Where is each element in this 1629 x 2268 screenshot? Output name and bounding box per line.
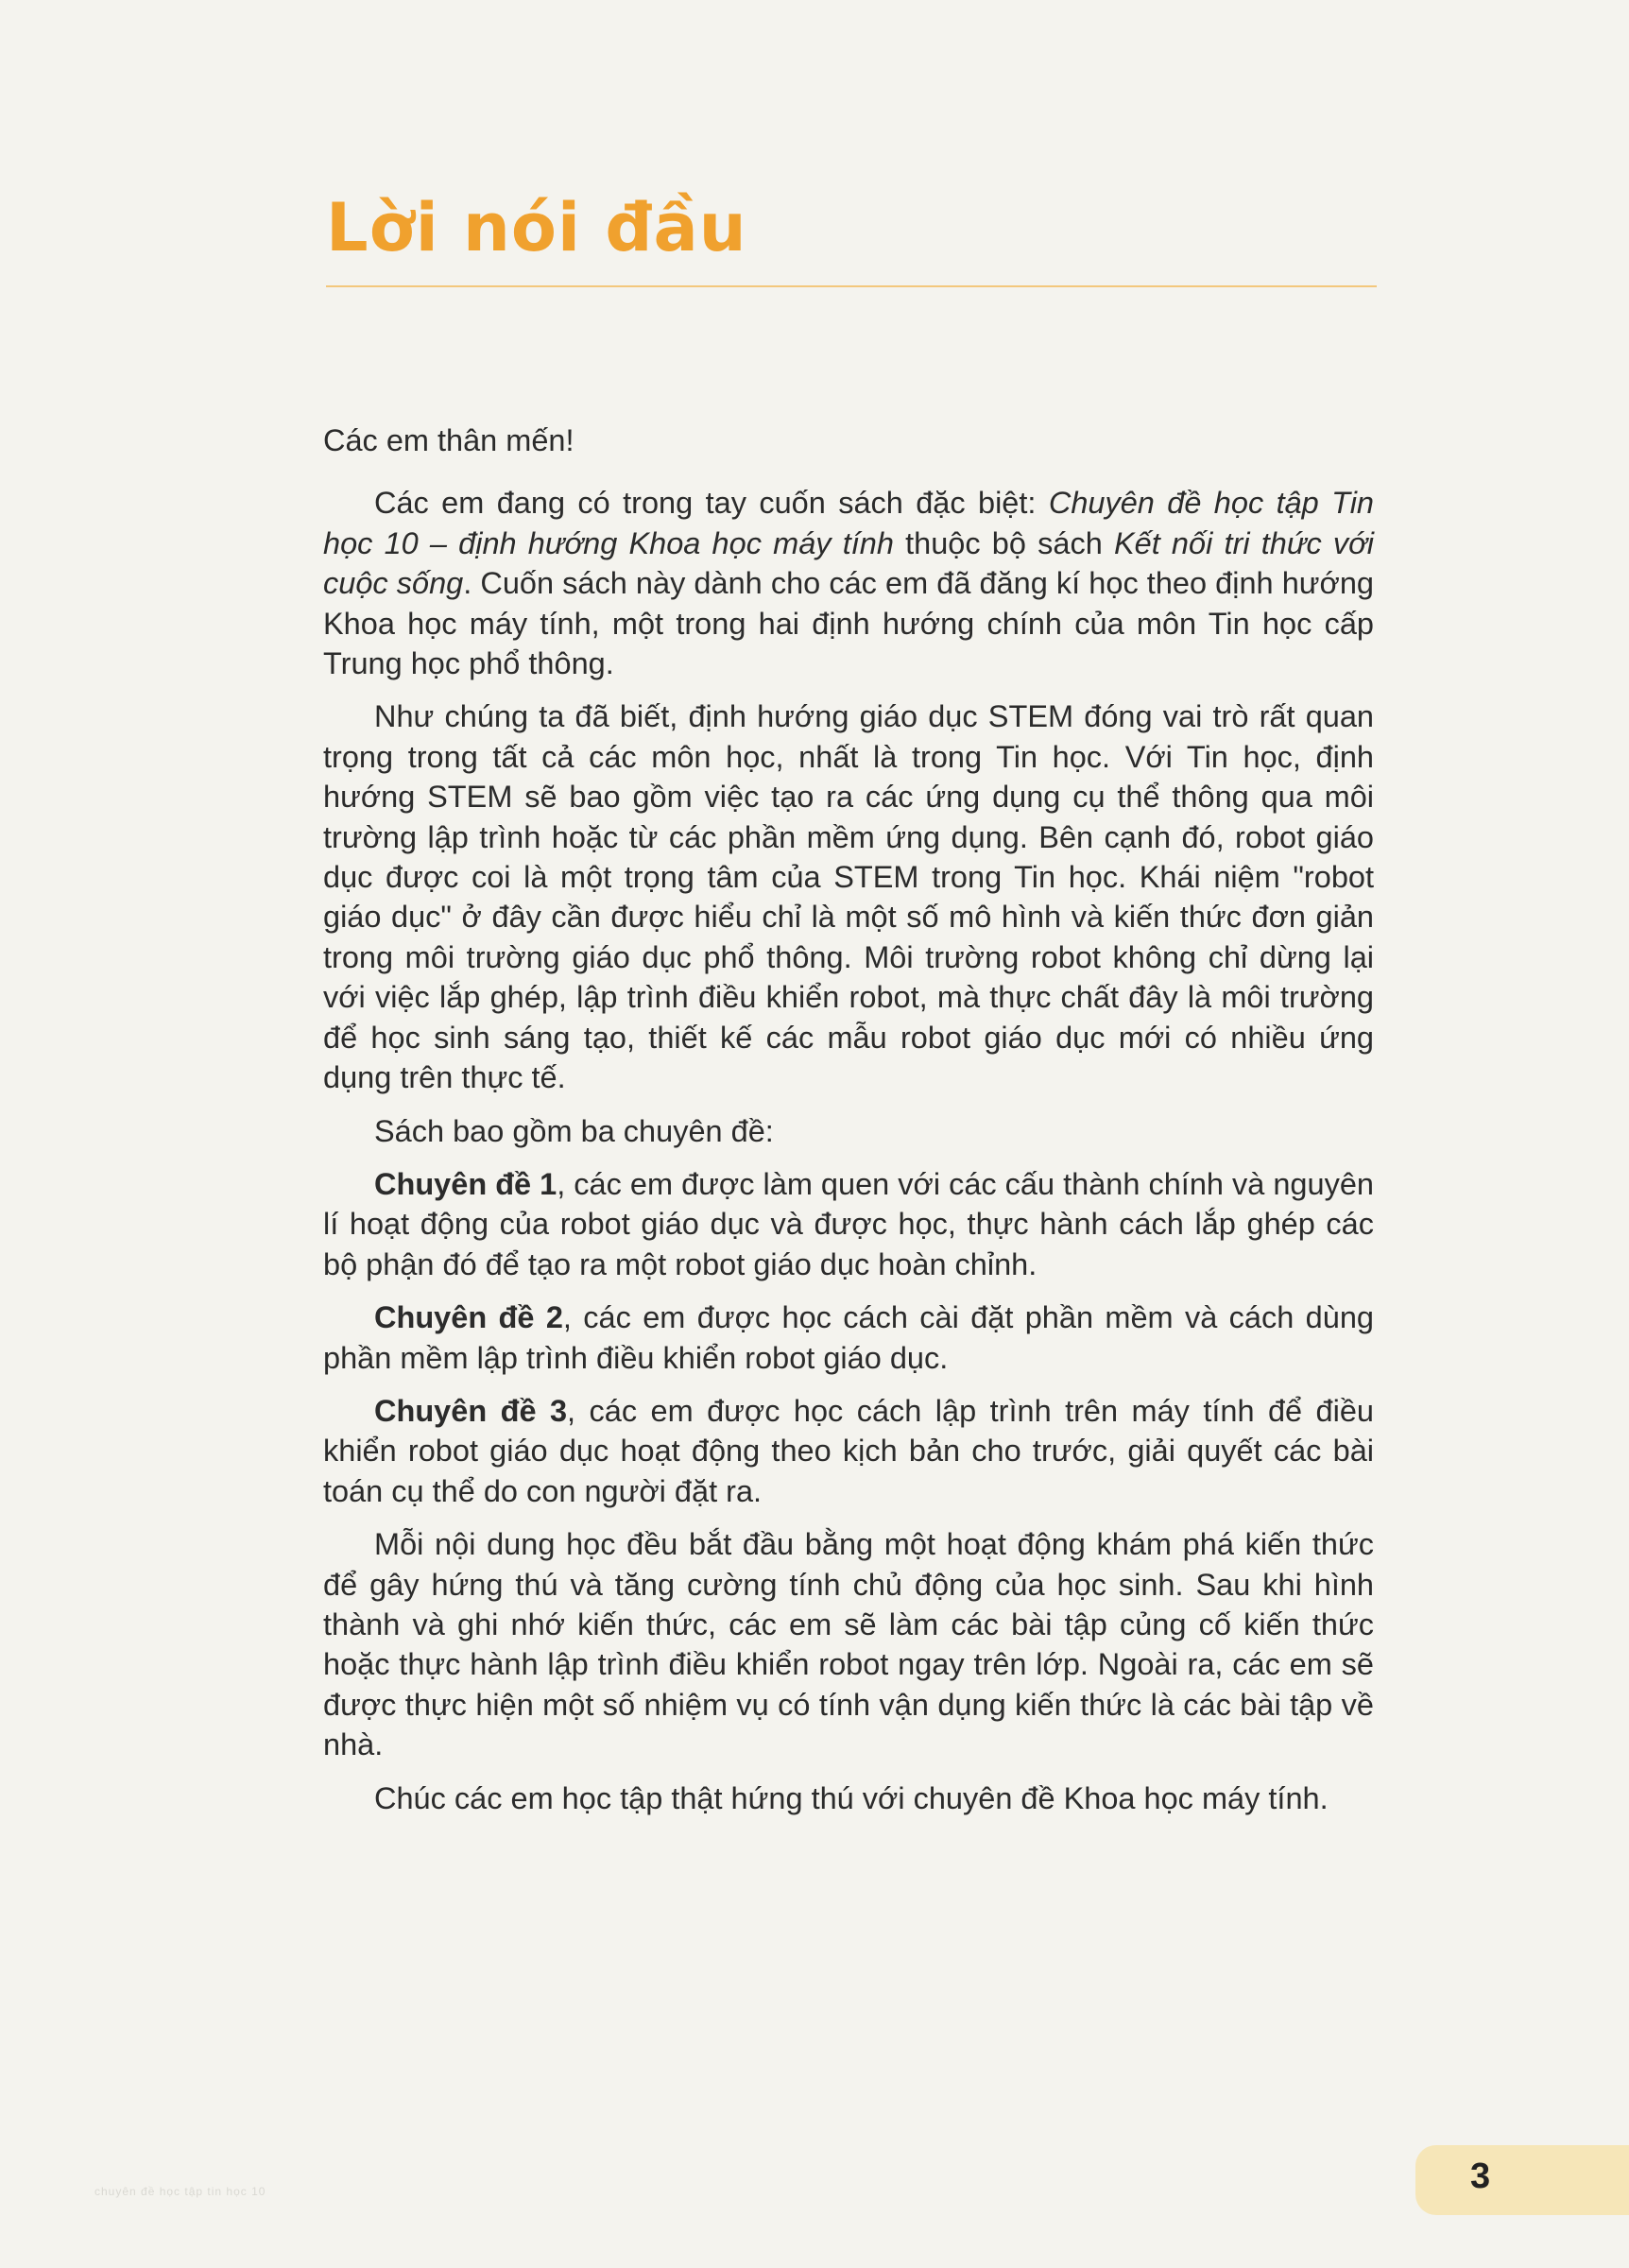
page-number: 3 xyxy=(1470,2156,1491,2196)
topic-2-label: Chuyên đề 2 xyxy=(374,1300,563,1335)
intro-series-title: Kết nối tri thức với cuộc sống xyxy=(323,525,1374,601)
page-number-tab xyxy=(1415,2145,1629,2215)
page-title: Lời nói đầu xyxy=(326,189,747,266)
preface-body xyxy=(323,421,1374,1831)
page-footer: chuyên đề học tập tin học 10 xyxy=(94,2185,266,2198)
greeting: Các em thân mến! xyxy=(323,423,574,457)
intro-book-title: Chuyên đề học tập Tin học 10 – định hướng Khoa học máy tính xyxy=(323,486,1375,560)
paragraph-topics-intro: Sách bao gồm ba chuyên đề: xyxy=(374,1113,774,1148)
intro-text-1: Các em đang có trong tay cuốn sách đặc biệt: xyxy=(374,486,1049,521)
paragraph-learning-method: Mỗi nội dung học đều bắt đầu bằng một hoạt động khám phá kiến thức để gây hứng thú và tăng cường tính chủ động của học sinh. Sau khi hình thành và ghi nhớ kiến thức, các em sẽ làm các bài tập củng cố kiến thức hoặc thực hành lập trình điều khiển robot ngay trên lớp. Ngoài ra, các em sẽ được thực hiện một số nhiệm vụ có tính vận dụng kiến thức là các bài tập về nhà. xyxy=(323,1527,1374,1762)
intro-text-3: . Cuốn sách này dành cho các em đã đăng kí học theo định hướng Khoa học máy tính, một trong hai định hướng chính của môn Tin học cấp Trung học phổ thông. xyxy=(323,566,1375,681)
topic-3-text: , các em được học cách lập trình trên máy tính để điều khiển robot giáo dục hoạt động theo kịch bản cho trước, giải quyết các bài toán cụ thể do con người đặt ra. xyxy=(323,1393,1374,1508)
topic-2-text: , các em được học cách cài đặt phần mềm và cách dùng phần mềm lập trình điều khiển robot giáo dục. xyxy=(323,1300,1374,1375)
topic-1-label: Chuyên đề 1 xyxy=(374,1166,557,1201)
title-divider xyxy=(326,285,1377,287)
paragraph-topic-2 xyxy=(323,1297,1374,1378)
paragraph-stem: Như chúng ta đã biết, định hướng giáo dục STEM đóng vai trò rất quan trọng trong tất cả các môn học, nhất là trong Tin học. Với Tin học, định hướng STEM sẽ bao gồm việc tạo ra các ứng dụng cụ thể thông qua môi trường lập trình hoặc từ các phần mềm ứng dụng. Bên cạnh đó, robot giáo dục được coi là một trọng tâm của STEM trong Tin học. Khái niệm "robot giáo dục" ở đây cần được hiểu chỉ là một số mô hình và kiến thức đơn giản trong môi trường giáo dục phổ thông. Môi trường robot không chỉ dừng lại với việc lắp ghép, lập trình điều khiển robot, mà thực chất đây là môi trường để học sinh sáng tạo, thiết kế các mẫu robot giáo dục mới có nhiều ứng dụng trên thực tế. xyxy=(323,699,1374,1095)
topic-1-text: , các em được làm quen với các cấu thành chính và nguyên lí hoạt động của robot giáo dục và được học, thực hành cách lắp ghép các bộ phận đó để tạo ra một robot giáo dục hoàn chỉnh. xyxy=(323,1166,1374,1281)
paragraph-topic-3 xyxy=(323,1391,1374,1511)
intro-text-2: thuộc bộ sách xyxy=(893,525,1114,560)
paragraph-intro xyxy=(323,483,1374,683)
paragraph-closing: Chúc các em học tập thật hứng thú với chuyên đề Khoa học máy tính. xyxy=(374,1780,1329,1815)
paragraph-topic-1 xyxy=(323,1164,1374,1284)
topic-3-label: Chuyên đề 3 xyxy=(374,1393,568,1428)
